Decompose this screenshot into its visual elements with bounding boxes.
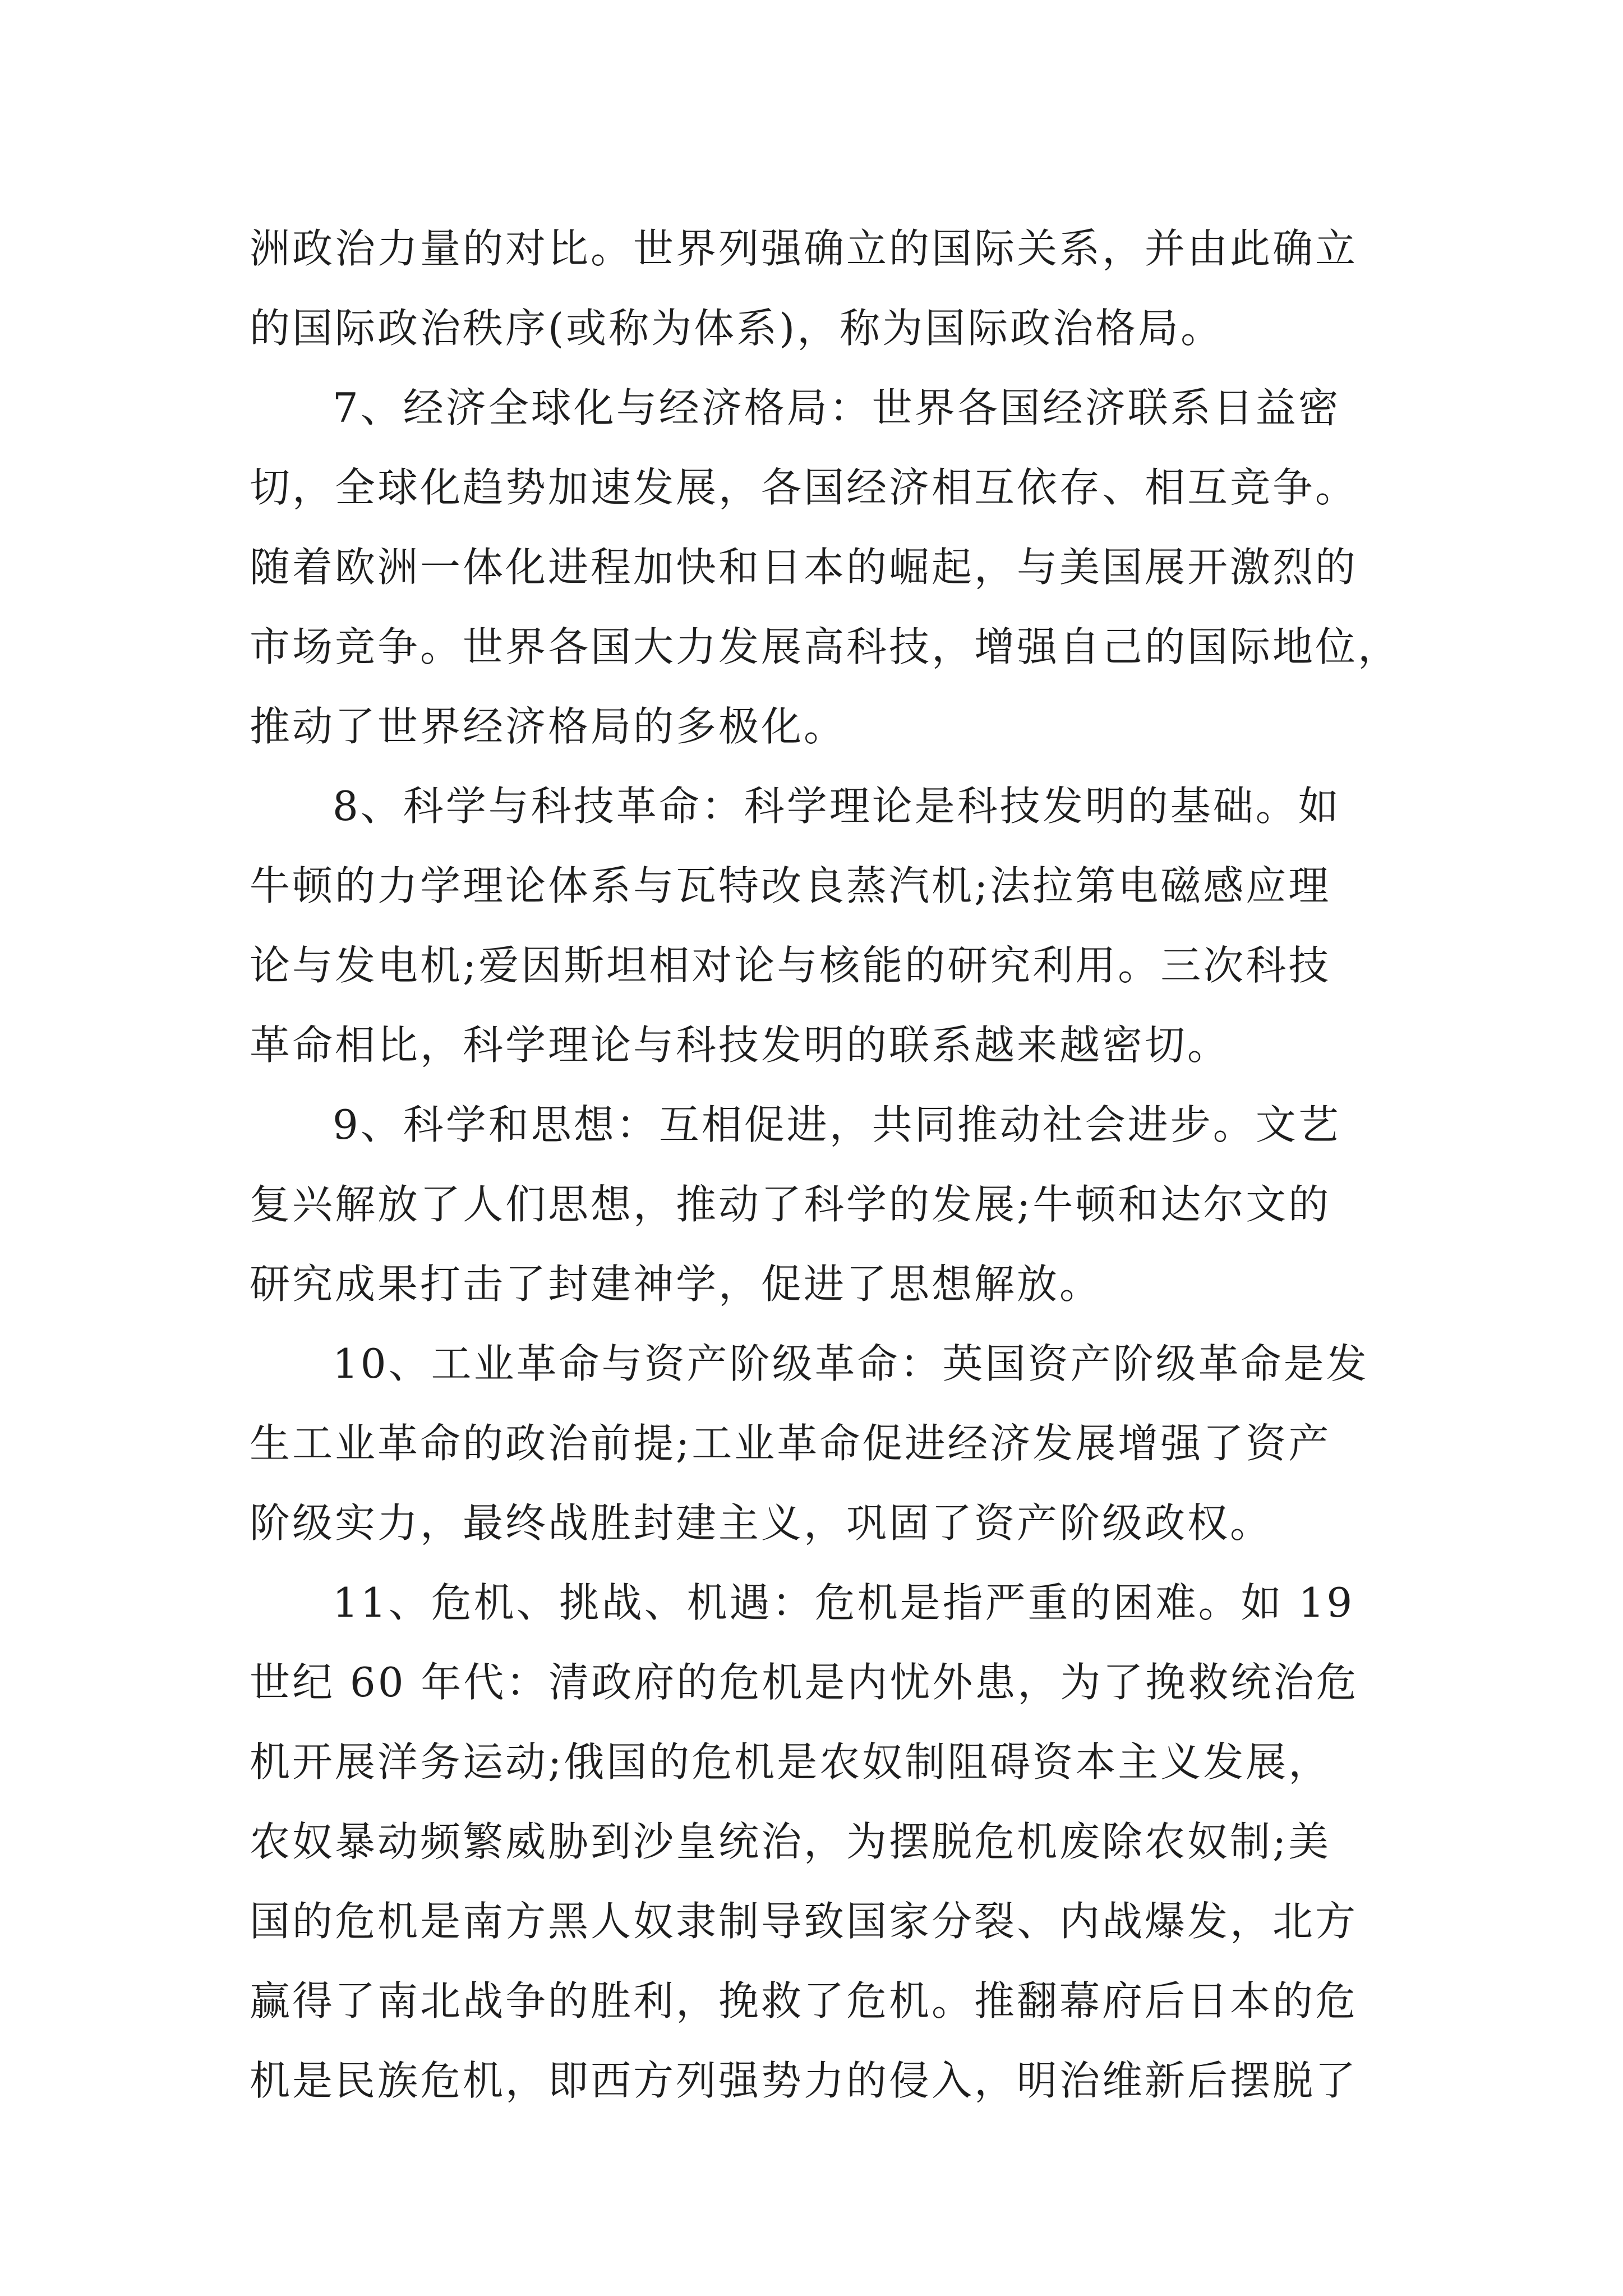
text-line: 论与发电机;爱因斯坦相对论与核能的研究利用。三次科技 bbox=[250, 942, 1331, 989]
paragraph bbox=[250, 209, 1377, 368]
paragraph bbox=[250, 1085, 1377, 1324]
text-line: 国的危机是南方黑人奴隶制导致国家分裂、内战爆发，北方 bbox=[250, 1898, 1358, 1945]
text-line: 8、科学与科技革命：科学理论是科技发明的基础。如 bbox=[333, 783, 1341, 830]
text-line: 市场竞争。世界各国大力发展高科技，增强自己的国际地位， bbox=[250, 623, 1401, 670]
text-line: 机开展洋务运动;俄国的危机是农奴制阻碍资本主义发展， bbox=[250, 1738, 1331, 1786]
text-line: 革命相比，科学理论与科技发明的联系越来越密切。 bbox=[250, 1022, 1230, 1069]
text-line: 牛顿的力学理论体系与瓦特改良蒸汽机;法拉第电磁感应理 bbox=[250, 862, 1331, 909]
text-line: 复兴解放了人们思想，推动了科学的发展;牛顿和达尔文的 bbox=[250, 1181, 1331, 1228]
text-line: 11、危机、挑战、机遇：危机是指严重的困难。如 19 bbox=[333, 1579, 1355, 1626]
text-line: 机是民族危机，即西方列强势力的侵入，明治维新后摆脱了 bbox=[250, 2057, 1358, 2104]
text-line: 随着欧洲一体化进程加快和日本的崛起，与美国展开激烈的 bbox=[250, 544, 1358, 591]
text-line: 生工业革命的政治前提;工业革命促进经济发展增强了资产 bbox=[250, 1420, 1331, 1467]
text-line: 10、工业革命与资产阶级革命：英国资产阶级革命是发 bbox=[333, 1340, 1369, 1387]
text-line: 9、科学和思想：互相促进，共同推动社会进步。文艺 bbox=[333, 1101, 1341, 1148]
paragraph bbox=[250, 368, 1401, 766]
text-line: 切，全球化趋势加速发展，各国经济相互依存、相互竞争。 bbox=[250, 464, 1358, 511]
text-line: 洲政治力量的对比。世界列强确立的国际关系，并由此确立 bbox=[250, 225, 1358, 272]
text-line: 阶级实力，最终战胜封建主义，巩固了资产阶级政权。 bbox=[250, 1499, 1273, 1547]
text-line: 研究成果打击了封建神学，促进了思想解放。 bbox=[250, 1260, 1103, 1308]
text-line: 赢得了南北战争的胜利，挽救了危机。推翻幕府后日本的危 bbox=[250, 1977, 1358, 2024]
paragraph bbox=[250, 1324, 1377, 1563]
text-line: 7、经济全球化与经济格局：世界各国经济联系日益密 bbox=[333, 384, 1341, 431]
document-body bbox=[250, 209, 1401, 2120]
text-line: 农奴暴动频繁威胁到沙皇统治，为摆脱危机废除农奴制;美 bbox=[250, 1818, 1331, 1865]
text-line: 推动了世界经济格局的多极化。 bbox=[250, 703, 847, 750]
text-line: 的国际政治秩序(或称为体系)，称为国际政治格局。 bbox=[250, 305, 1224, 352]
text-line: 世纪 60 年代：清政府的危机是内忧外患，为了挽救统治危 bbox=[250, 1659, 1359, 1706]
paragraph bbox=[250, 1563, 1377, 2120]
paragraph bbox=[250, 766, 1377, 1085]
